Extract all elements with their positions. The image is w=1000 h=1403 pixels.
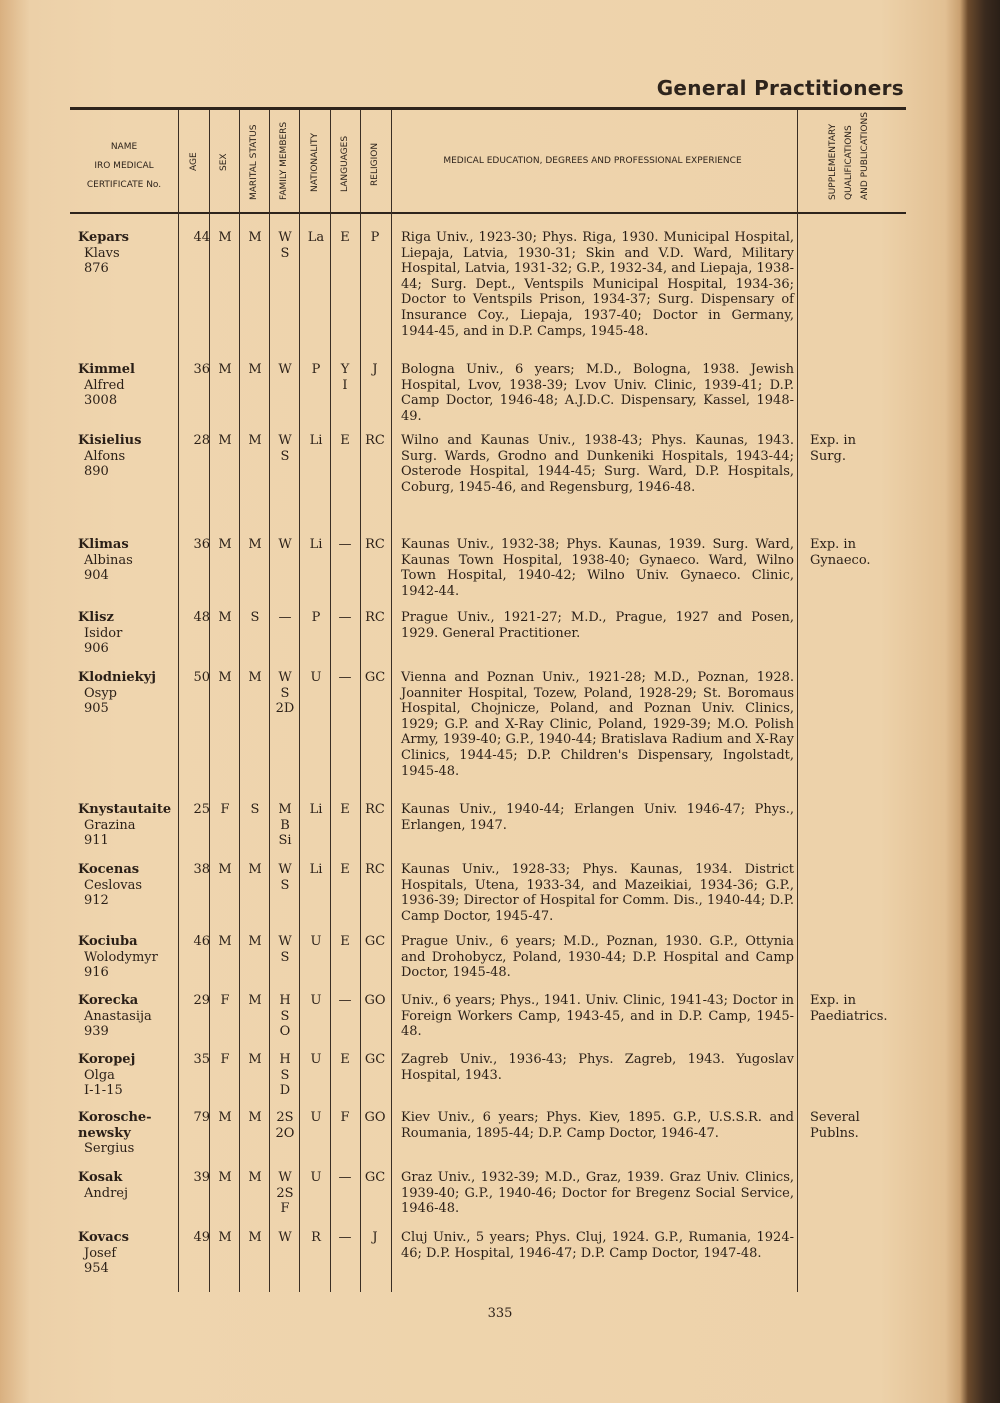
education-cell: Riga Univ., 1923-30; Phys. Riga, 1930. Municipal Hospital, Liepaja, Latvia, 1930-31; Skin and V.D. Ward, Military Hospital, Latvia, 1931-32; G.P., 1932-34, and Liepaja, 1938-44; Surg. Dept., Ventspils Municipal Hospital, 1934-36; Doctor to Ventspils Prison, 1934-37; Surg. Dispensary of Insurance Coy., Liepaja, 1937-40; Doctor in Germany, 1944-45, and in D.P. Camps, 1945-48.	[401, 230, 794, 339]
education-cell: Kaunas Univ., 1940-44; Erlangen Univ. 1946-47; Phys., Erlangen, 1947.	[401, 802, 794, 833]
languages-cell: E	[340, 862, 350, 877]
name-cell	[78, 362, 178, 409]
header-education: MEDICAL EDUCATION, DEGREES AND PROFESSIONAL EXPERIENCE	[443, 156, 742, 166]
marital-cell: M	[248, 934, 262, 949]
religion-cell: RC	[365, 537, 385, 552]
surname: Korosche- newsky	[78, 1110, 152, 1141]
surname: Kisielius	[78, 433, 142, 448]
name-cell	[78, 230, 178, 277]
education-cell: Kaunas Univ., 1928-33; Phys. Kaunas, 1934. District Hospitals, Utena, 1933-34, and Mazeikiai, 1934-36; G.P., 1936-39; Director of Hospital for Comm. Dis., 1940-44; D.P. Camp Doctor, 1945-47.	[401, 862, 794, 924]
age-cell: 38	[193, 862, 210, 877]
family-cell: W	[278, 1230, 292, 1245]
religion-cell: GC	[364, 934, 386, 949]
sex-cell: M	[218, 934, 232, 949]
languages-cell: —	[338, 537, 352, 552]
nationality-cell: U	[310, 1170, 322, 1185]
header-languages: LANGUAGES	[340, 135, 350, 192]
languages-cell: E	[340, 433, 350, 448]
education-cell: Wilno and Kaunas Univ., 1938-43; Phys. Kaunas, 1943. Surg. Wards, Grodno and Dunkeniki Hospitals, 1943-44; Osterode Hospital, 1944-45; Surg. Ward, D.P. Hospitals, Coburg, 1945-46, and Regensburg, 1946-48.	[401, 433, 794, 495]
age-cell: 49	[193, 1230, 210, 1245]
religion-cell: GC	[364, 1052, 386, 1067]
religion-cell: GO	[364, 1110, 386, 1125]
name-cell	[78, 934, 178, 981]
name-cell	[78, 862, 178, 909]
supplementary-cell: Several Publns.	[810, 1110, 860, 1141]
family-cell: W	[278, 362, 292, 377]
header-supp3: AND PUBLICATIONS	[860, 112, 870, 200]
age-cell: 79	[193, 1110, 210, 1125]
sex-cell: M	[218, 862, 232, 877]
religion-cell: J	[372, 362, 378, 377]
header-age: AGE	[189, 152, 199, 171]
surname: Klodniekyj	[78, 670, 156, 685]
marital-cell: M	[248, 537, 262, 552]
col-line	[299, 110, 300, 1292]
religion-cell: RC	[365, 802, 385, 817]
certificate-number: 890	[84, 464, 109, 480]
surname: Kovacs	[78, 1230, 129, 1245]
family-cell: W	[278, 537, 292, 552]
marital-cell: M	[248, 1230, 262, 1245]
education-cell: Cluj Univ., 5 years; Phys. Cluj, 1924. G.P., Rumania, 1924-46; D.P. Hospital, 1946-47; D.P. Camp Doctor, 1947-48.	[401, 1230, 794, 1261]
languages-cell: E	[340, 934, 350, 949]
header-marital: MARITAL STATUS	[249, 124, 259, 200]
col-line	[797, 110, 798, 1292]
sex-cell: F	[220, 993, 230, 1008]
header-supp1: SUPPLEMENTARY	[828, 123, 838, 200]
page-title: General Practitioners	[656, 76, 904, 100]
age-cell: 48	[193, 610, 210, 625]
name-cell	[78, 537, 178, 584]
religion-cell: GO	[364, 993, 386, 1008]
sex-cell: M	[218, 610, 232, 625]
languages-cell: —	[338, 1230, 352, 1245]
certificate-number: 906	[84, 641, 109, 657]
languages-cell: E	[340, 1052, 350, 1067]
marital-cell: M	[248, 362, 262, 377]
name-cell	[78, 1110, 178, 1157]
nationality-cell: P	[311, 610, 321, 625]
given-name: Olga	[84, 1067, 115, 1083]
certificate-number: 911	[84, 833, 109, 849]
surname: Kociuba	[78, 934, 138, 949]
marital-cell: M	[248, 993, 262, 1008]
nationality-cell: U	[310, 1110, 322, 1125]
certificate-number: 954	[84, 1261, 109, 1277]
given-name: Osyp	[84, 685, 117, 701]
sex-cell: M	[218, 433, 232, 448]
sex-cell: M	[218, 537, 232, 552]
given-name: Grazina	[84, 817, 136, 833]
sex-cell: M	[218, 1110, 232, 1125]
languages-cell: E	[340, 802, 350, 817]
page-number: 335	[487, 1306, 513, 1321]
certificate-number: 912	[84, 893, 109, 909]
name-cell	[78, 1052, 178, 1099]
given-name: Anastasija	[84, 1008, 152, 1024]
given-name: Wolodymyr	[84, 949, 158, 965]
header-name-line1: NAME	[110, 142, 138, 152]
age-cell: 50	[193, 670, 210, 685]
surname: Kimmel	[78, 362, 135, 377]
languages-cell: —	[338, 993, 352, 1008]
name-cell	[78, 802, 178, 849]
age-cell: 29	[193, 993, 210, 1008]
marital-cell: S	[250, 802, 260, 817]
sex-cell: M	[218, 670, 232, 685]
family-cell: W S	[278, 433, 292, 464]
surname: Knystautaite	[78, 802, 172, 817]
marital-cell: M	[248, 1052, 262, 1067]
family-cell: W S	[278, 862, 292, 893]
sex-cell: F	[220, 1052, 230, 1067]
name-cell	[78, 1230, 178, 1277]
education-cell: Graz Univ., 1932-39; M.D., Graz, 1939. Graz Univ. Clinics, 1939-40; G.P., 1940-46; Doctor for Bregenz Social Service, 1946-48.	[401, 1170, 794, 1217]
family-cell: W S	[278, 230, 292, 261]
education-cell: Prague Univ., 6 years; M.D., Poznan, 1930. G.P., Ottynia and Drohobycz, Poland, 1930-44; D.P. Hospital and Camp Doctor, 1945-48.	[401, 934, 794, 981]
religion-cell: RC	[365, 862, 385, 877]
marital-cell: M	[248, 862, 262, 877]
religion-cell: RC	[365, 610, 385, 625]
header-name	[74, 138, 174, 195]
nationality-cell: La	[307, 230, 325, 245]
age-cell: 35	[193, 1052, 210, 1067]
education-cell: Kiev Univ., 6 years; Phys. Kiev, 1895. G.P., U.S.S.R. and Roumania, 1895-44; D.P. Camp Doctor, 1946-47.	[401, 1110, 794, 1141]
education-cell: Prague Univ., 1921-27; M.D., Prague, 1927 and Posen, 1929. General Practitioner.	[401, 610, 794, 641]
marital-cell: M	[248, 230, 262, 245]
marital-cell: M	[248, 1170, 262, 1185]
age-cell: 39	[193, 1170, 210, 1185]
family-cell: W S 2D	[275, 670, 295, 717]
languages-cell: —	[338, 1170, 352, 1185]
religion-cell: GC	[364, 670, 386, 685]
col-line	[239, 110, 240, 1292]
age-cell: 36	[193, 537, 210, 552]
languages-cell: —	[338, 610, 352, 625]
sex-cell: M	[218, 362, 232, 377]
age-cell: 25	[193, 802, 210, 817]
family-cell: 2S 2O	[275, 1110, 295, 1141]
header-nationality: NATIONALITY	[310, 133, 320, 192]
nationality-cell: U	[310, 993, 322, 1008]
certificate-number: 876	[84, 261, 109, 277]
given-name: Klavs	[84, 245, 120, 261]
col-line	[269, 110, 270, 1292]
header-name-line3: CERTIFICATE No.	[86, 180, 162, 190]
education-cell: Bologna Univ., 6 years; M.D., Bologna, 1938. Jewish Hospital, Lvov, 1938-39; Lvov Univ. Clinic, 1939-41; D.P. Camp Doctor, 1946-48; A.J.D.C. Dispensary, Kassel, 1948-49.	[401, 362, 794, 424]
languages-cell: Y I	[340, 362, 350, 393]
given-name: Isidor	[84, 625, 123, 641]
top-rule	[70, 107, 906, 110]
header-family: FAMILY MEMBERS	[279, 121, 289, 200]
certificate-number: I-1-15	[84, 1083, 123, 1099]
marital-cell: M	[248, 1110, 262, 1125]
name-cell	[78, 993, 178, 1040]
certificate-number: 904	[84, 568, 109, 584]
religion-cell: J	[372, 1230, 378, 1245]
religion-cell: P	[370, 230, 380, 245]
religion-cell: GC	[364, 1170, 386, 1185]
surname: Kepars	[78, 230, 129, 245]
supplementary-cell: Exp. in Gynaeco.	[810, 537, 871, 568]
given-name: Albinas	[84, 552, 133, 568]
family-cell: H S O	[279, 993, 291, 1040]
family-cell: W 2S F	[276, 1170, 294, 1217]
given-name: Alfons	[84, 448, 126, 464]
family-cell: —	[278, 610, 292, 625]
supplementary-cell: Exp. in Paediatrics.	[810, 993, 888, 1024]
marital-cell: M	[248, 433, 262, 448]
name-cell	[78, 670, 178, 717]
age-cell: 28	[193, 433, 210, 448]
education-cell: Kaunas Univ., 1932-38; Phys. Kaunas, 1939. Surg. Ward, Kaunas Town Hospital, 1938-40; Gynaeco. Ward, Wilno Town Hospital, 1940-42; Wilno Univ. Gynaeco. Clinic, 1942-44.	[401, 537, 794, 599]
col-line	[178, 110, 179, 1292]
nationality-cell: Li	[309, 862, 323, 877]
religion-cell: RC	[365, 433, 385, 448]
nationality-cell: R	[311, 1230, 321, 1245]
marital-cell: S	[250, 610, 260, 625]
languages-cell: E	[340, 230, 350, 245]
nationality-cell: P	[311, 362, 321, 377]
nationality-cell: Li	[309, 433, 323, 448]
certificate-number: 905	[84, 701, 109, 717]
certificate-number: 3008	[84, 393, 118, 409]
given-name: Ceslovas	[84, 877, 143, 893]
certificate-number: 939	[84, 1024, 109, 1040]
sex-cell: M	[218, 230, 232, 245]
surname: Korecka	[78, 993, 139, 1008]
supplementary-cell: Exp. in Surg.	[810, 433, 856, 464]
header-religion: RELIGION	[370, 142, 380, 186]
family-cell: W S	[278, 934, 292, 965]
name-cell	[78, 1170, 178, 1201]
age-cell: 46	[193, 934, 210, 949]
education-cell: Zagreb Univ., 1936-43; Phys. Zagreb, 1943. Yugoslav Hospital, 1943.	[401, 1052, 794, 1083]
surname: Klimas	[78, 537, 129, 552]
given-name: Alfred	[84, 377, 125, 393]
nationality-cell: U	[310, 670, 322, 685]
name-cell	[78, 433, 178, 480]
header-sex: SEX	[219, 153, 229, 171]
surname: Koropej	[78, 1052, 136, 1067]
sex-cell: F	[220, 802, 230, 817]
languages-cell: F	[340, 1110, 350, 1125]
nationality-cell: U	[310, 934, 322, 949]
surname: Kosak	[78, 1170, 123, 1185]
nationality-cell: Li	[309, 802, 323, 817]
given-name: Josef	[84, 1245, 117, 1261]
education-cell: Vienna and Poznan Univ., 1921-28; M.D., Poznan, 1928. Joanniter Hospital, Tozew, Poland, 1928-29; St. Boromaus Hospital, Chojnicze, Poland, and Poznan Univ. Clinics, 1929; G.P. and X-Ray Clinic, Poland, 1929-39; M.O. Polish Army, 1939-40; G.P., 1940-44; Bratislava Radium and X-Ray Clinics, 1944-45; D.P. Children's Dispensary, Ingolstadt, 1945-48.	[401, 670, 794, 779]
nationality-cell: U	[310, 1052, 322, 1067]
header-supp2: QUALIFICATIONS	[844, 125, 854, 200]
header-name-line2: IRO MEDICAL	[94, 161, 154, 171]
sex-cell: M	[218, 1230, 232, 1245]
marital-cell: M	[248, 670, 262, 685]
surname: Klisz	[78, 610, 114, 625]
name-cell	[78, 610, 178, 657]
surname: Kocenas	[78, 862, 140, 877]
languages-cell: —	[338, 670, 352, 685]
certificate-number: 916	[84, 965, 109, 981]
education-cell: Univ., 6 years; Phys., 1941. Univ. Clinic, 1941-43; Doctor in Foreign Workers Camp, 1943-45, and in D.P. Camp, 1945-48.	[401, 993, 794, 1040]
family-cell: M B Si	[278, 802, 292, 849]
family-cell: H S D	[279, 1052, 291, 1099]
age-cell: 44	[193, 230, 210, 245]
header-rule	[70, 212, 906, 214]
given-name: Sergius	[84, 1141, 135, 1157]
nationality-cell: Li	[309, 537, 323, 552]
sex-cell: M	[218, 1170, 232, 1185]
age-cell: 36	[193, 362, 210, 377]
given-name: Andrej	[84, 1185, 129, 1201]
col-line	[391, 110, 392, 1292]
